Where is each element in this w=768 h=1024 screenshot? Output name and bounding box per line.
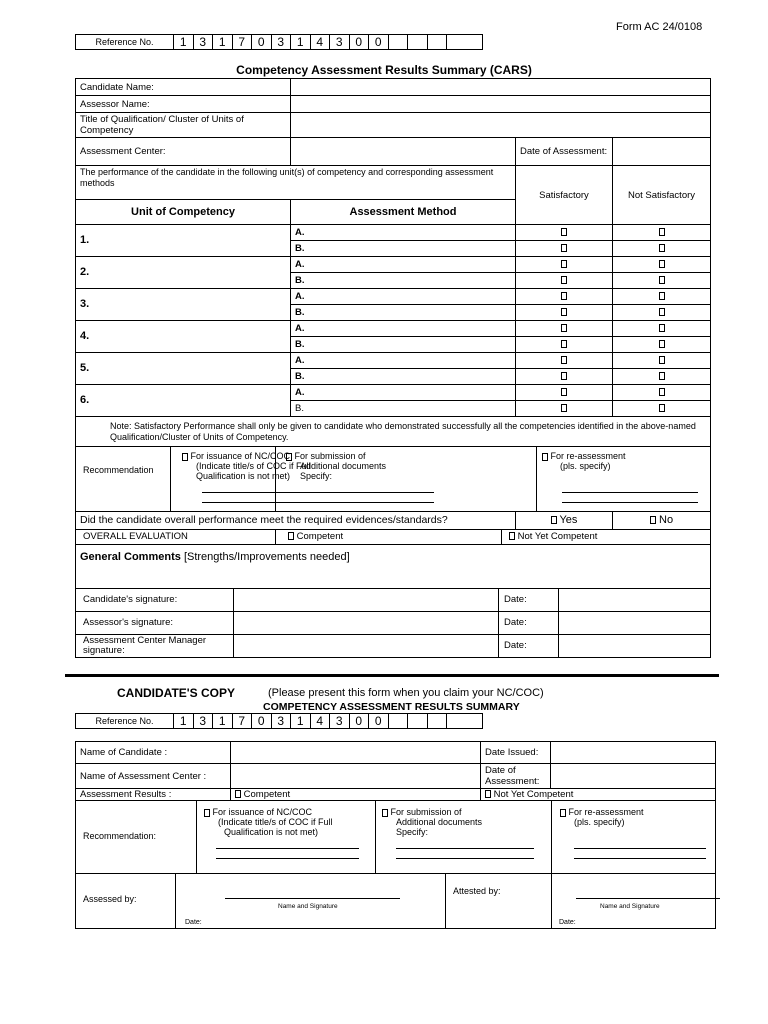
yes-option[interactable] [516, 512, 613, 530]
candidate-signature-label: Candidate's signature: [83, 594, 178, 605]
date-of-assessment-field[interactable] [613, 138, 711, 166]
manager-signature-label: Assessment Center Manager signature: [83, 635, 207, 656]
satisfactory-checkbox[interactable] [516, 385, 613, 401]
attested-by-name-signature: Name and Signature [600, 903, 660, 910]
ref-digit[interactable]: 4 [311, 35, 331, 49]
copy-rec-submission-option[interactable] [382, 807, 542, 859]
copy-rec-submission-line2: Additional documents [396, 817, 483, 827]
ref-digit[interactable]: 7 [233, 714, 253, 728]
ref-digit[interactable]: 0 [252, 714, 272, 728]
checkbox-icon [561, 388, 567, 396]
ref-digit[interactable]: 0 [369, 35, 389, 49]
copy-rec-reassess-option[interactable] [560, 807, 710, 859]
checkbox-icon [561, 404, 567, 412]
rec-issuance-line1: For issuance of NC/COC [190, 451, 291, 461]
candidates-copy-subtitle: COMPETENCY ASSESSMENT RESULTS SUMMARY [263, 701, 520, 713]
checkbox-icon [561, 276, 567, 284]
rec-issuance-line2: (Indicate title/s of COC if Full [196, 461, 311, 471]
cars-title: Competency Assessment Results Summary (CARS) [236, 63, 532, 77]
copy-rec-submission-line[interactable] [396, 841, 534, 849]
method-a-label: A. [291, 289, 516, 305]
ref-digit[interactable]: 3 [330, 714, 350, 728]
signature-row [76, 589, 711, 612]
candidate-signature-field[interactable] [233, 589, 499, 611]
assessed-by-signature-line[interactable] [225, 898, 400, 899]
method-b-label: B. [291, 241, 516, 257]
satisfactory-checkbox[interactable] [516, 401, 613, 417]
copy-recommendation-label: Recommendation: [83, 831, 157, 841]
checkbox-icon [659, 276, 665, 284]
assessed-by-date-label: Date: [185, 919, 202, 926]
method-a-label: A. [291, 385, 516, 401]
ref-digit[interactable]: 7 [233, 35, 253, 49]
ref-digit[interactable] [447, 714, 467, 728]
rec-reassess-line[interactable] [562, 495, 698, 503]
copy-rec-reassess-line1: For re-assessment [568, 807, 644, 817]
assessor-signature-field[interactable] [233, 612, 499, 634]
competent-label: Competent [296, 531, 344, 542]
ref-digit[interactable] [389, 714, 409, 728]
manager-date-field[interactable] [558, 635, 711, 657]
satisfactory-checkbox[interactable] [516, 257, 613, 273]
rec-submission-line[interactable] [296, 495, 434, 503]
copy-date-of-assessment-label: Date of Assessment: [481, 764, 551, 789]
satisfactory-checkbox[interactable] [516, 289, 613, 305]
checkbox-icon [182, 453, 188, 461]
rec-submission-option[interactable] [286, 451, 456, 503]
assessor-signature-label: Assessor's signature: [83, 617, 173, 628]
general-comments-hint: [Strengths/Improvements needed] [183, 551, 350, 563]
checkbox-icon [659, 260, 665, 268]
ref-digit[interactable]: 3 [272, 35, 292, 49]
attest-divider [175, 874, 176, 928]
attested-by-signature-line[interactable] [576, 898, 720, 899]
not-satisfactory-checkbox[interactable] [613, 225, 711, 241]
checkbox-icon [659, 388, 665, 396]
copy-date-of-assessment-field[interactable] [551, 764, 716, 789]
copy-rec-submission-line1: For submission of [390, 807, 462, 817]
copy-date-issued-label: Date Issued: [481, 742, 551, 764]
signature-row [76, 612, 711, 635]
method-b-label: B. [291, 401, 516, 417]
unit-number: 1. [76, 225, 291, 257]
form-number: Form AC 24/0108 [616, 21, 703, 33]
unit-number: 2. [76, 257, 291, 289]
checkbox-icon [561, 228, 567, 236]
method-b-label: B. [291, 369, 516, 385]
satisfactory-note: Note: Satisfactory Performance shall only be given to candidate who demonstrated successfully all the competencies identified in the above-named Qualification/Cluster of Units of Competency. [76, 417, 711, 447]
copy-rec-submission-line3: Specify: [396, 827, 429, 837]
copy-rec-reassess-line[interactable] [574, 841, 706, 849]
method-b-label: B. [291, 305, 516, 321]
not-yet-competent-option[interactable] [509, 531, 597, 542]
ref-digit[interactable]: 3 [194, 714, 214, 728]
copy-rec-issuance-line[interactable] [216, 841, 359, 849]
not-satisfactory-checkbox[interactable] [613, 257, 711, 273]
satisfactory-checkbox[interactable] [516, 225, 613, 241]
attested-by-date-label: Date: [559, 919, 576, 926]
checkbox-icon [659, 244, 665, 252]
checkbox-icon [659, 340, 665, 348]
general-comments-label: General Comments [80, 551, 181, 563]
not-yet-competent-label: Not Yet Competent [517, 531, 598, 542]
copy-competent-label: Competent [243, 789, 291, 800]
rec-reassess-option[interactable] [542, 451, 707, 503]
eval-divider [275, 530, 276, 544]
method-b-label: B. [291, 337, 516, 353]
copy-rec-submission-line[interactable] [396, 851, 534, 859]
method-a-label: A. [291, 225, 516, 241]
checkbox-icon [659, 292, 665, 300]
signature-row [76, 635, 711, 658]
checkbox-icon [561, 244, 567, 252]
checkbox-icon [551, 516, 557, 524]
not-satisfactory-checkbox[interactable] [613, 241, 711, 257]
section-divider [65, 674, 719, 677]
checkbox-icon [542, 453, 548, 461]
unit-number: 4. [76, 321, 291, 353]
method-a-label: A. [291, 353, 516, 369]
rec-reassess-line1: For re-assessment [550, 451, 626, 461]
ref-digit[interactable]: 0 [350, 35, 370, 49]
reference-number-box [75, 34, 483, 50]
checkbox-icon [561, 324, 567, 332]
no-option[interactable] [613, 512, 711, 530]
not-satisfactory-checkbox[interactable] [613, 273, 711, 289]
copy-not-yet-competent-option[interactable] [481, 789, 716, 801]
competent-option[interactable] [288, 531, 343, 542]
assessed-by-label: Assessed by: [83, 894, 137, 904]
not-satisfactory-checkbox[interactable] [613, 337, 711, 353]
copy-rec-issuance-line1: For issuance of NC/COC [212, 807, 313, 817]
copy-rec-issuance-line2: (Indicate title/s of COC if Full [218, 817, 333, 827]
checkbox-icon [659, 308, 665, 316]
checkbox-icon [235, 790, 241, 798]
satisfactory-checkbox[interactable] [516, 369, 613, 385]
candidate-date-field[interactable] [558, 589, 711, 611]
checkbox-icon [286, 453, 292, 461]
ref-digit[interactable] [428, 714, 448, 728]
overall-evaluation-row [76, 530, 711, 545]
assessor-name-field[interactable] [291, 96, 711, 113]
date-label: Date: [504, 594, 527, 605]
satisfactory-header: Satisfactory [516, 166, 613, 225]
recommendation-row [76, 447, 711, 512]
qualification-label: Title of Qualification/ Cluster of Units of Competency [76, 113, 291, 138]
eval-divider [501, 530, 502, 544]
date-label: Date: [504, 617, 527, 628]
assessment-center-field[interactable] [291, 138, 516, 166]
candidates-copy-instruction: (Please present this form when you claim your NC/COC) [268, 687, 544, 699]
ref-digit[interactable] [408, 35, 428, 49]
reference-label: Reference No. [76, 35, 174, 49]
checkbox-icon [560, 809, 566, 817]
checkbox-icon [659, 372, 665, 380]
copy-rec-issuance-option[interactable] [204, 807, 379, 859]
qualification-field[interactable] [291, 113, 711, 138]
ref-digit[interactable]: 0 [369, 714, 389, 728]
checkbox-icon [650, 516, 656, 524]
ref-digit[interactable]: 1 [291, 714, 311, 728]
unit-header: Unit of Competency [76, 200, 291, 225]
not-satisfactory-header: Not Satisfactory [613, 166, 711, 225]
rec-submission-line3: Specify: [300, 471, 333, 481]
copy-center-field[interactable] [231, 764, 481, 789]
checkbox-icon [561, 340, 567, 348]
copy-name-field[interactable] [231, 742, 481, 764]
checkbox-icon [288, 532, 294, 540]
ref-digit[interactable]: 1 [213, 35, 233, 49]
unit-number: 5. [76, 353, 291, 385]
rec-issuance-line3: Qualification is not met) [196, 471, 291, 481]
satisfactory-checkbox[interactable] [516, 305, 613, 321]
not-satisfactory-checkbox[interactable] [613, 385, 711, 401]
copy-results-label: Assessment Results : [76, 789, 231, 801]
recommendation-label: Recommendation [83, 447, 171, 511]
checkbox-icon [659, 324, 665, 332]
checkbox-icon [204, 809, 210, 817]
rec-divider [536, 447, 537, 511]
cars-form-table [75, 78, 711, 658]
not-satisfactory-checkbox[interactable] [613, 289, 711, 305]
method-a-label: A. [291, 257, 516, 273]
unit-number: 6. [76, 385, 291, 417]
satisfactory-checkbox[interactable] [516, 353, 613, 369]
copy-reference-number-box [75, 713, 483, 729]
copy-name-label: Name of Candidate : [76, 742, 231, 764]
method-header: Assessment Method [291, 200, 516, 225]
rec-divider [196, 801, 197, 873]
not-satisfactory-checkbox[interactable] [613, 369, 711, 385]
copy-rec-reassess-line2: (pls. specify) [574, 817, 625, 827]
checkbox-icon [509, 532, 515, 540]
checkbox-icon [659, 228, 665, 236]
reference-label: Reference No. [76, 714, 174, 728]
rec-reassess-line[interactable] [562, 485, 698, 493]
assessor-date-field[interactable] [558, 612, 711, 634]
copy-recommendation-row [76, 801, 716, 874]
ref-digit[interactable]: 1 [291, 35, 311, 49]
ref-digit[interactable]: 1 [213, 714, 233, 728]
performance-text: The performance of the candidate in the following unit(s) of competency and corresponding assessment methods [76, 166, 516, 200]
copy-rec-issuance-line3: Qualification is not met) [224, 827, 319, 837]
method-a-label: A. [291, 321, 516, 337]
checkbox-icon [561, 356, 567, 364]
assessor-name-label: Assessor Name: [76, 96, 291, 113]
satisfactory-checkbox[interactable] [516, 241, 613, 257]
rec-divider [551, 801, 552, 873]
copy-date-issued-field[interactable] [551, 742, 716, 764]
checkbox-icon [382, 809, 388, 817]
ref-digit[interactable]: 0 [350, 714, 370, 728]
not-satisfactory-checkbox[interactable] [613, 321, 711, 337]
checkbox-icon [485, 790, 491, 798]
copy-not-yet-competent-label: Not Yet Competent [493, 789, 574, 800]
satisfactory-checkbox[interactable] [516, 273, 613, 289]
attest-divider [445, 874, 446, 928]
attested-by-label: Attested by: [453, 886, 501, 896]
not-satisfactory-checkbox[interactable] [613, 401, 711, 417]
ref-digit[interactable]: 1 [174, 35, 194, 49]
rec-submission-line2: Additional documents [300, 461, 387, 471]
unit-number: 3. [76, 289, 291, 321]
rec-divider [275, 447, 276, 511]
checkbox-icon [659, 404, 665, 412]
assessment-center-label: Assessment Center: [76, 138, 291, 166]
ref-digit[interactable]: 1 [174, 714, 194, 728]
checkbox-icon [659, 356, 665, 364]
candidate-name-label: Candidate Name: [76, 79, 291, 96]
overall-question: Did the candidate overall performance meet the required evidences/standards? [76, 512, 516, 530]
ref-digit[interactable] [408, 714, 428, 728]
ref-digit[interactable]: 3 [194, 35, 214, 49]
rec-divider [375, 801, 376, 873]
yes-label: Yes [559, 514, 578, 526]
checkbox-icon [561, 308, 567, 316]
ref-digit[interactable] [389, 35, 409, 49]
ref-digit[interactable]: 3 [272, 714, 292, 728]
copy-competent-option[interactable] [231, 789, 481, 801]
copy-attestation-row [76, 874, 716, 929]
satisfactory-checkbox[interactable] [516, 337, 613, 353]
ref-digit[interactable]: 4 [311, 714, 331, 728]
checkbox-icon [561, 292, 567, 300]
date-label: Date: [504, 640, 527, 651]
rec-submission-line1: For submission of [294, 451, 366, 461]
method-b-label: B. [291, 273, 516, 289]
not-satisfactory-checkbox[interactable] [613, 353, 711, 369]
manager-signature-field[interactable] [233, 635, 499, 657]
assessed-by-name-signature: Name and Signature [278, 903, 338, 910]
copy-rec-reassess-line[interactable] [574, 851, 706, 859]
checkbox-icon [561, 372, 567, 380]
copy-center-label: Name of Assessment Center : [76, 764, 231, 789]
candidates-copy-table [75, 741, 716, 929]
copy-rec-issuance-line[interactable] [216, 851, 359, 859]
general-comments-field[interactable] [76, 545, 711, 589]
ref-digit[interactable]: 0 [252, 35, 272, 49]
ref-digit[interactable] [428, 35, 448, 49]
ref-digit[interactable] [447, 35, 467, 49]
satisfactory-checkbox[interactable] [516, 321, 613, 337]
rec-reassess-line2: (pls. specify) [560, 461, 611, 471]
checkbox-icon [561, 260, 567, 268]
candidates-copy-title: CANDIDATE'S COPY [117, 686, 235, 700]
no-label: No [659, 514, 674, 526]
overall-evaluation-label: OVERALL EVALUATION [83, 531, 188, 542]
rec-submission-line[interactable] [296, 485, 434, 493]
not-satisfactory-checkbox[interactable] [613, 305, 711, 321]
candidate-name-field[interactable] [291, 79, 711, 96]
attest-divider [551, 874, 552, 928]
date-of-assessment-label: Date of Assessment: [516, 138, 613, 166]
ref-digit[interactable]: 3 [330, 35, 350, 49]
